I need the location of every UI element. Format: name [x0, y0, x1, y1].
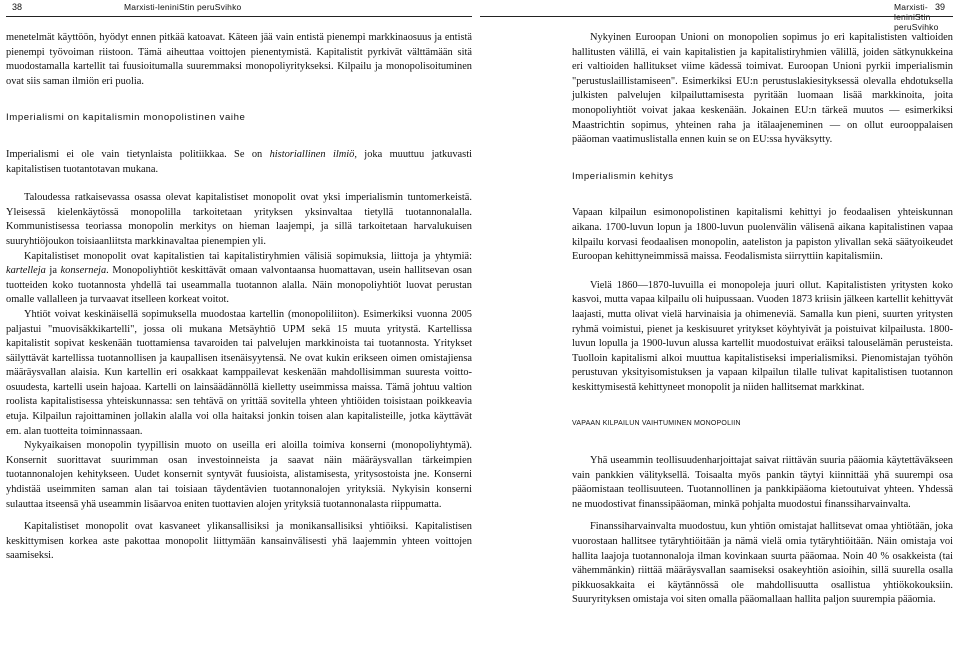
right-content	[572, 17, 953, 608]
paragraph: menetelmät käyttöön, hyödyt ennen pitkää katoavat. Käteen jää vain entistä pienempi markkinaosuus ja entistä pienempi työvoiman riistoon. Tämä aiheuttaa voittojen pienentymistä. Kapitalistit pyrkivät välttämään sitä muodostamalla kartellit tai fuusioitumalla suuremmaksi monopoliyritykseksi. Kilpailu ja monopolisoituminen ovat siis saman ilmiön eri puolia.	[6, 32, 472, 87]
right-page	[480, 0, 959, 662]
paragraph: Nykyinen Euroopan Unioni on monopolien sopimus jo eri kapitalististen valtioiden hallitusten välillä, ei vain kapitalistien ja kapitalistiryhmien välillä, joiden sätkynukkeina eri valtioiden hallitukset viime kädessä toimivat. Euroopan Unioni pyrkii imperialismin "perustuslaillistamiseen". Esimerkiksi EU:n perustuslakiesityksessä olevalla ehdotuksella julkisten palvelujen kilpailuttamisesta pyritään luomaan lisää markkinoita, joita monopoliyhtiöt voivat jakaa keskenään. Jokainen EU:n tärkeä muutos — esimerkiksi Maastrichtin sopimus, yhteinen raha ja itälaajeneminen — on ollut eurooppalaisen pääoman vaatimuslistalla ennen kuin se on EU:ssa hyväksytty.	[572, 32, 953, 146]
running-title: Marxisti-leniniStin peruSvihko	[124, 2, 242, 12]
paragraph: Nykyaikaisen monopolin tyypillisin muoto on useilla eri aloilla toimiva konserni (monopoliyhtymä). Konsernit suorittavat suurimman osan investoinneista ja saavat näin määräysvallan tärkeimpien tuotannonalojen kehitykseen. Uudet konsernit syntyvät fuusioista, alistamisesta, yritysostoista jne. Konserni yhdistää useimmiten saman alan tai toisiaan täydentävien tuotannonalojen yrityksiä. Nykyisin konserni sulauttaa itseensä yhä useammin lisäarvoa eniten tuottavien alojen yrityksiä tuotannonalasta riippumatta.	[6, 440, 472, 510]
paragraph: Yhtiöt voivat keskinäisellä sopimuksella muodostaa kartellin (monopoliliiton). Esimerkiksi vuonna 2005 paljastui "muovisäkkikartelli", jossa oli mukana Metsäyhtiö UPM sekä 15 muuta yritystä. Kartellissa kapitalistit sopivat keskenään tuottamiensa tavaroiden tai palvelujen markkinoista tai tuotannosta. Yritykset säilyttävät kartellissa tuotannollisen ja kaupallisen itsenäisyytensä. Ne ovat kukin erikseen oimen omistajiensa määräysvallan alaisia. Kun kartellin eri osakkaat kamppailevat keskenään mahdollisimman suuresta voitto-osuudesta, kartelli usein hajoaa. Kartelli on lainsäädännöllä kielletty useimmissa maissa. Tämä johtuu valtion roolista kapitalistisessa yhteiskunnassa: sen tehtävä on yrittää sovitella yhteen yhtiöiden toisistaan poikkeavia etuja. Kilpailun rajoittaminen jollakin alalla voi olla haitaksi jonkin toisen alan kapitalisteille, jotka käyttävät em. alan tuotteita toiminnassaan.	[6, 308, 472, 437]
paragraph: Yhä useammin teollisuudenharjoittajat saivat riittävän suuria pääomia käytettäväkseen vain pankkien välityksellä. Toisaalta myös pankin täytyi kiinnittää yhä suurempi osa pääomistaan teollisuuteen. Tuotannollinen ja pankkipääoma kietoutuivat yhteen. Yhdessä ne muodostivat finanssipääoman, minkä pohjalta muodostui finanssiharvainvalta.	[572, 455, 953, 510]
page-number: 38	[12, 2, 23, 12]
subsection-heading: VAPAAN KILPAILUN VAIHTUMINEN MONOPOLIIN	[572, 420, 741, 428]
section-heading: Imperialismin kehitys	[572, 170, 674, 182]
paragraph: Imperialismi ei ole vain tietynlaista politiikkaa. Se on historiallinen ilmiö, joka muuttuu jatkuvasti kapitalistisen tuotantotavan mukana.	[6, 148, 472, 175]
running-title: Marxisti-leniniStin peruSvihko	[894, 2, 939, 32]
section-heading: Imperialismi on kapitalismin monopolistinen vaihe	[6, 112, 246, 124]
left-content	[6, 17, 472, 564]
paragraph: Finanssiharvainvalta muodostuu, kun yhtiön omistajat hallitsevat omaa yhtiötään, joka vuorostaan hallitsee tytäryhtiöitään ja nämä vielä omia tytäryhtiöitään. Näin omistaja voi hallita laajoja tuotannonaloja ilman kovinkaan suurta pääomaa. Noin 40 % osakkeista (tai vähemmänkin) riittää määräysvallan saamiseksi osakeyhtiön asioihin, sillä suurella osalla pikkuosakkaita ei käytännössä ole mahdollisuutta osallistua yhtiökokouksiin. Suuryrityksen omistaja voi siten omalla pääomallaan hallita paljon suurempia pääomia.	[572, 521, 953, 606]
page-header	[480, 0, 953, 32]
paragraph: Taloudessa ratkaisevassa osassa olevat kapitalistiset monopolit ovat yksi imperialismin tuntomerkeistä. Yleisessä kielenkäytössä monopolilla tarkoitetaan yrityksen yksinvaltaa tietyllä tuotannonalalla. Kommunistisessa teoriassa monopolin merkitys on hieman laajempi, ja sillä tarkoitetaan harvalukuisen suuryhtiöjoukon toisiaanliitsta markkinavaltaa pienempien yli.	[6, 192, 472, 247]
paragraph: Vapaan kilpailun esimonopolistinen kapitalismi kehittyi jo feodaalisen yhteiskunnan aikana. 1700-luvun lopun ja 1800-luvun puolenvälin välisenä aikana kapitalistinen vapaa kilpailu korvasi feodaalisen monopolin, aateliston ja papiston ylivallan sekä säätyoikeudet Euroopan kehittyneimmissä maissa. Feodalismista siirryttiin kapitalismiin.	[572, 207, 953, 263]
page-header	[6, 0, 472, 17]
paragraph: Vielä 1860—1870-luvuilla ei monopoleja juuri ollut. Kapitalististen yritysten koko kasvoi, mutta vapaa kilpailu oli huipussaan. Vuoden 1873 kriisin jälkeen kartellit kehittyvät laajasti, mutta olivat vielä harvinaisia ja ohimeneviä. Samalla kun pieni, suurten yritysten ryhmä voimistui, pienet ja keskisuuret yritykset köyhtyivät ja poistuivat kilpailusta. 1800-luvun lopulla ja 1900-luvun alussa kartellit muodostuivat eräiksi talouselämän perusteista. Tuolloin kapitalismi alkoi muuttua kapitalistiseksi imperialismiksi. Pienomistajan työhön perustuvan yksityisomistuksen ja vapaan kilpailun tilalle tulivat kapitalistisen tuotannon keskittymisestä kehittyneet monopolit ja niiden hallitsemat markkinat.	[572, 279, 953, 393]
paragraph: Kapitalistiset monopolit ovat kapitalistien tai kapitalistiryhmien välisiä sopimuksia, liittoja ja yhtymiä: kartelleja ja konserneja. Monopoliyhtiöt keskittävät omaan valvontaansa huomattavan, usein hallitsevan osan tuotteiden koko tuotannosta yhdellä tai useammalla tuotannon alalla. Näin monopoliyhtiöt luovat perustan omalle vallalleen ja turvaavat itselleen korkeat voitot.	[6, 250, 473, 306]
paragraph: Kapitalistiset monopolit ovat kasvaneet ylikansallisiksi ja monikansallisiksi yhtiöiksi. Kapitalistisen keskittymisen korkea aste pakottaa monopolit liittymään kansainvälisesti yhä laajemmin yhteen voittojen saamiseksi.	[6, 521, 472, 562]
page-number: 39	[934, 2, 945, 12]
